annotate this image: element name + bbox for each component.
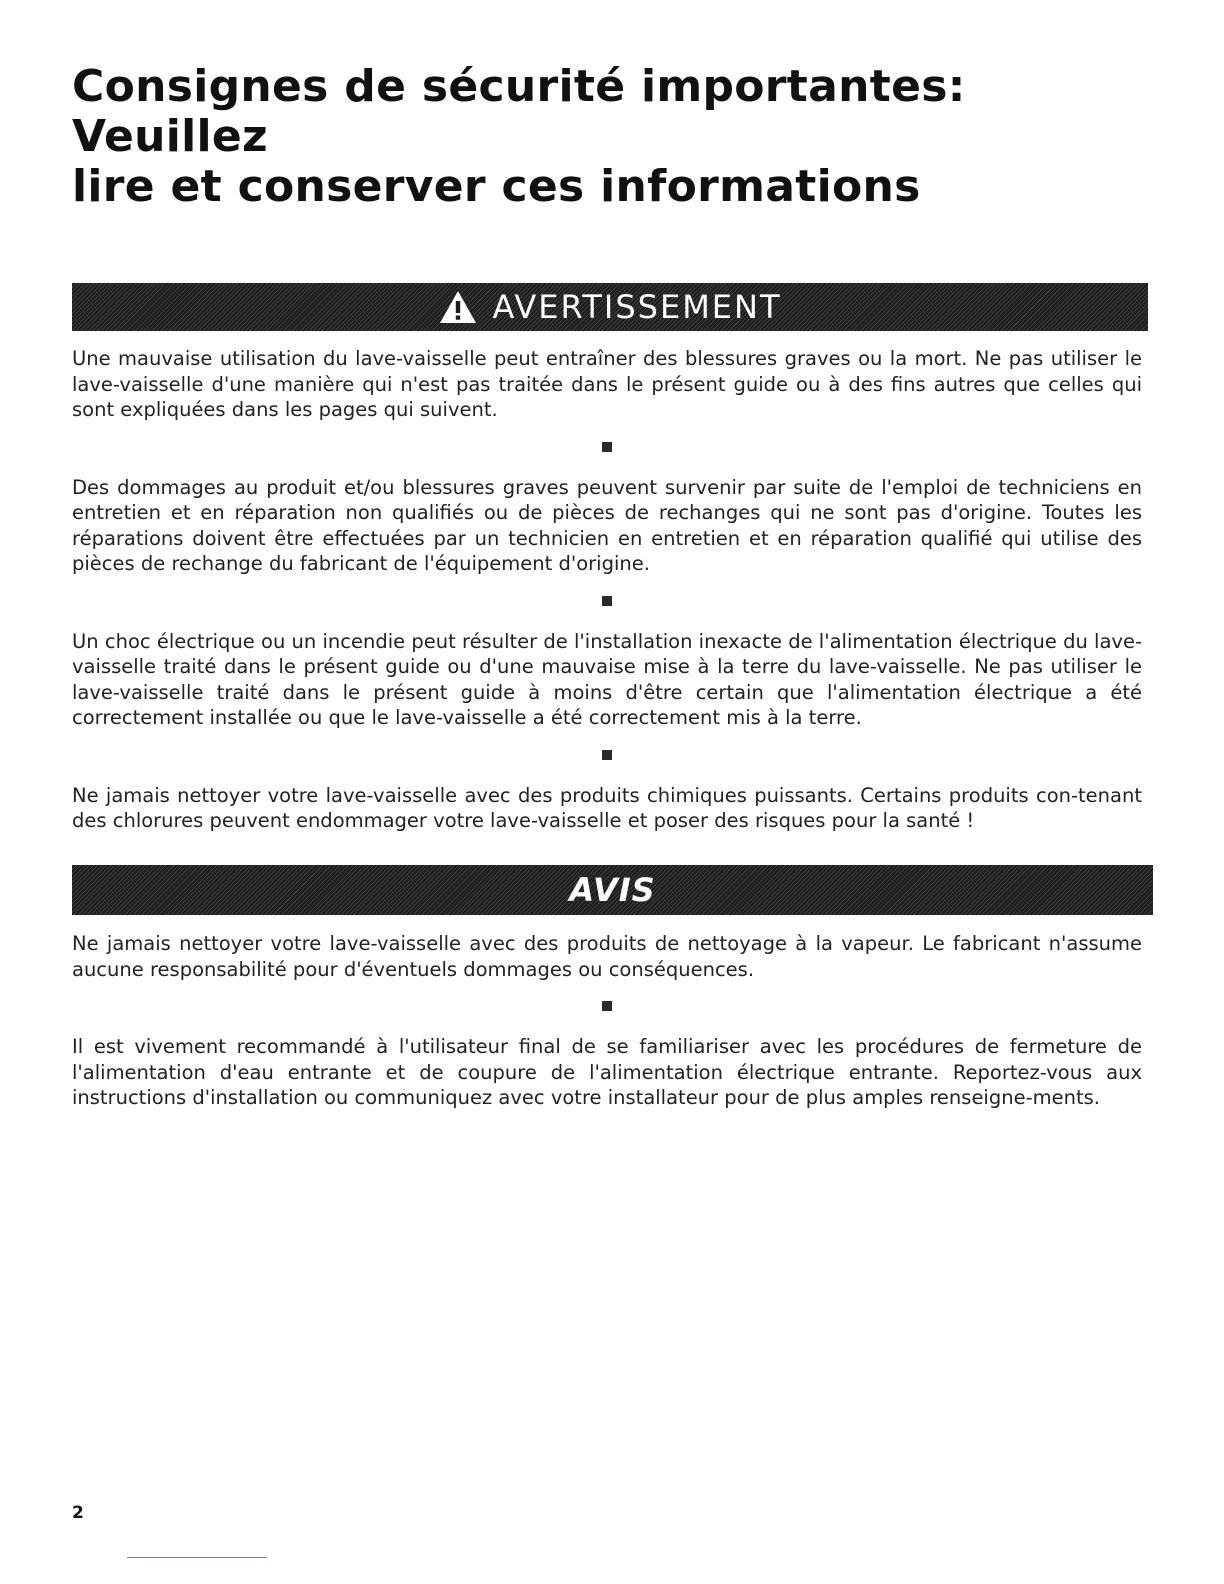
warning-paragraph: Une mauvaise utilisation du lave-vaisselle peut entraîner des blessures graves ou la mort. Ne pas utiliser le lave-vaisselle d'une manière qui n'est pas traitée dans le présent guide ou à des fins autres que celles qui sont expliquées dans les pages qui suivent. xyxy=(72,347,1142,421)
warning-triangle-icon xyxy=(439,290,477,324)
warning-paragraph: Des dommages au produit et/ou blessures graves peuvent survenir par suite de l'emploi de techniciens en entretien et en réparation non qualifiés ou de pièces de rechanges qui ne sont pas d'origine. Toutes les réparations doivent être effectuées par un technicien en entretien et en réparation qualifié qui utilise des pièces de rechange du fabricant de l'équipement d'origine. xyxy=(72,475,1142,575)
separator-square-icon xyxy=(602,750,612,760)
notice-paragraph: Ne jamais nettoyer votre lave-vaisselle avec des produits de nettoyage à la vapeur. Le fabricant n'assume aucune responsabilité pour d'éventuels dommages ou conséquences. xyxy=(72,932,1142,981)
notice-paragraph: Il est vivement recommandé à l'utilisateur final de se familiariser avec les procédures de fermeture de l'alimentation d'eau entrante et de coupure de l'alimentation électrique entrante. Reportez-vous aux instructions d'installation ou communiquez avec votre installateur pour de plus amples renseigne-ments. xyxy=(72,1035,1142,1109)
notice-label: AVIS xyxy=(569,871,656,909)
page-title-line-2: lire et conserver ces informations xyxy=(72,161,921,212)
notice-banner xyxy=(72,865,1153,915)
warning-paragraph: Un choc électrique ou un incendie peut résulter de l'installation inexacte de l'alimentation électrique du lave-vaisselle traité dans le présent guide ou d'une mauvaise mise à la terre du lave-vaisselle. Ne pas utiliser le lave-vaisselle traité dans le présent guide à moins d'être certain que l'alimentation électrique a été correctement installée ou que le lave-vaisselle a été correctement mis à la terre. xyxy=(72,629,1142,729)
notice-section xyxy=(72,931,1142,1111)
warning-label: AVERTISSEMENT xyxy=(492,288,782,326)
page-title xyxy=(72,62,1152,212)
warning-section xyxy=(72,346,1142,834)
separator-square-icon xyxy=(602,1001,612,1011)
page-number: 2 xyxy=(72,1503,84,1523)
footer-rule xyxy=(127,1557,267,1558)
warning-paragraph: Ne jamais nettoyer votre lave-vaisselle avec des produits chimiques puissants. Certains produits con-tenant des chlorures peuvent endommager votre lave-vaisselle et poser des risques pour la santé ! xyxy=(72,783,1142,832)
warning-banner xyxy=(72,283,1148,331)
separator-square-icon xyxy=(602,596,612,606)
page-title-line-1: Consignes de sécurité importantes: Veuillez xyxy=(72,61,966,162)
separator-square-icon xyxy=(602,442,612,452)
